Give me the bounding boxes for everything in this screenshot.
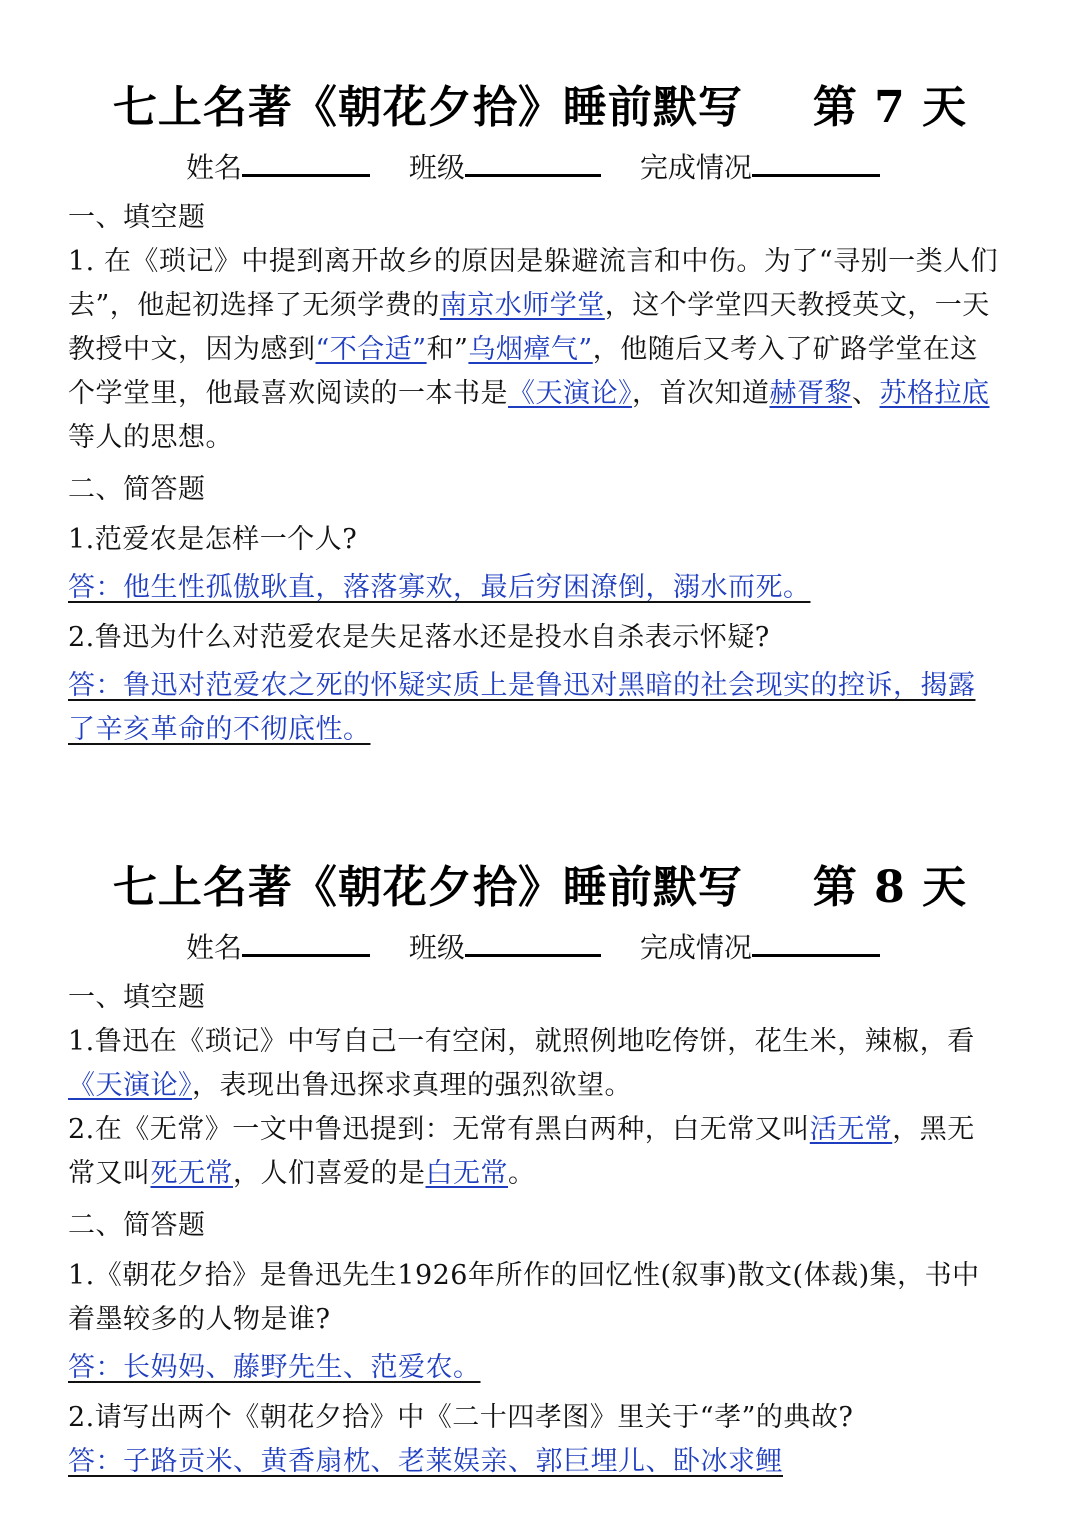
- name-field: [186, 148, 370, 188]
- student-info-row: [0, 928, 1080, 968]
- question-text: 、: [852, 378, 880, 409]
- section-heading-fill: 一、填空题: [68, 982, 206, 1013]
- class-label: 班级: [408, 931, 465, 964]
- fill-answer: 乌烟瘴气”: [468, 334, 593, 365]
- question-text: 。: [508, 1158, 536, 1189]
- class-field: [409, 928, 601, 968]
- fill-answer: 《天演论》: [68, 1070, 192, 1101]
- worksheet-title: [0, 860, 1080, 916]
- class-blank: [465, 928, 601, 957]
- short-answer-1: 答：他生性孤傲耿直，落落寡欢，最后穷困潦倒，溺水而死。: [68, 572, 811, 603]
- class-blank: [465, 148, 601, 177]
- question-text: ，表现出鲁迅探求真理的强烈欲望。: [192, 1070, 632, 1101]
- question-text: ，人们喜爱的是: [233, 1158, 426, 1189]
- fill-question-1: [68, 240, 1000, 460]
- name-label: 姓名: [186, 151, 243, 184]
- fill-answer: 苏格拉底: [879, 378, 990, 409]
- fill-answer: 活无常: [809, 1114, 893, 1145]
- question-text: 1. 在《琐记》中提到离开故乡的原因是躲避流言和中伤。为了“寻别一类人们去”，他起初选择了无须学费的: [68, 246, 999, 321]
- worksheet-content: [0, 976, 1080, 1484]
- worksheet-content: [0, 196, 1080, 752]
- name-label: 姓名: [186, 931, 243, 964]
- worksheet-day-8: [0, 780, 1080, 1484]
- name-blank: [242, 148, 370, 177]
- question-text: 2.在《无常》一文中鲁迅提到：无常有黑白两种，白无常又叫: [68, 1114, 810, 1145]
- fill-answer: 南京水师学堂: [439, 290, 605, 321]
- short-answer-2: 答：子路贡米、黄香扇枕、老莱娱亲、郭巨埋儿、卧冰求鲤: [68, 1446, 783, 1477]
- day-label: 第 7 天: [812, 82, 968, 133]
- title-text: 七上名著《朝花夕拾》睡前默写: [112, 82, 743, 133]
- status-blank: [752, 928, 880, 957]
- short-question-2: 2.鲁迅为什么对范爱农是失足落水还是投水自杀表示怀疑?: [68, 622, 770, 653]
- name-blank: [242, 928, 370, 957]
- fill-answer: “不合适”: [315, 334, 427, 365]
- fill-question-1: [68, 1020, 1000, 1108]
- day-label: 第 8 天: [812, 862, 968, 913]
- question-text: 1.鲁迅在《琐记》中写自己一有空闲，就照例地吃侉饼，花生米，辣椒，看: [68, 1026, 975, 1057]
- status-label: 完成情况: [639, 931, 752, 964]
- short-question-2: 2.请写出两个《朝花夕拾》中《二十四孝图》里关于“孝”的典故?: [68, 1402, 854, 1433]
- status-field: [640, 928, 880, 968]
- fill-answer: 白无常: [425, 1158, 508, 1189]
- short-answer-1: 答：长妈妈、藤野先生、范爱农。: [68, 1352, 481, 1383]
- section-heading-short: 二、简答题: [68, 1210, 206, 1241]
- fill-answer: 死无常: [150, 1158, 233, 1189]
- question-text: ，首次知道: [632, 378, 770, 409]
- short-question-1: 1.《朝花夕拾》是鲁迅先生1926年所作的回忆性(叙事)散文(体裁)集，书中着墨较多的人物是谁?: [68, 1260, 980, 1335]
- question-text: 和”: [426, 334, 469, 365]
- fill-answer: 《天演论》: [508, 378, 632, 409]
- student-info-row: [0, 148, 1080, 188]
- question-text: ，黑无常又叫: [68, 1114, 975, 1189]
- section-heading-short: 二、简答题: [68, 474, 206, 505]
- class-label: 班级: [408, 151, 465, 184]
- question-text: ，他随后又考入了矿路学堂在这个学堂里，他最喜欢阅读的一本书是: [68, 334, 978, 409]
- name-field: [186, 928, 370, 968]
- class-field: [409, 148, 601, 188]
- fill-question-2: [68, 1108, 1000, 1196]
- fill-answer: 赫胥黎: [769, 378, 852, 409]
- worksheet-day-7: [0, 0, 1080, 752]
- question-text: ，这个学堂四天教授英文，一天教授中文，因为感到: [68, 290, 990, 365]
- status-label: 完成情况: [639, 151, 752, 184]
- short-question-1: 1.范爱农是怎样一个人?: [68, 524, 358, 555]
- status-blank: [752, 148, 880, 177]
- section-heading-fill: 一、填空题: [68, 202, 206, 233]
- question-text: 等人的思想。: [68, 422, 233, 453]
- short-answer-2: 答：鲁迅对范爱农之死的怀疑实质上是鲁迅对黑暗的社会现实的控诉，揭露了辛亥革命的不彻底性。: [68, 670, 976, 745]
- worksheet-title: [0, 80, 1080, 136]
- title-text: 七上名著《朝花夕拾》睡前默写: [112, 862, 743, 913]
- status-field: [640, 148, 880, 188]
